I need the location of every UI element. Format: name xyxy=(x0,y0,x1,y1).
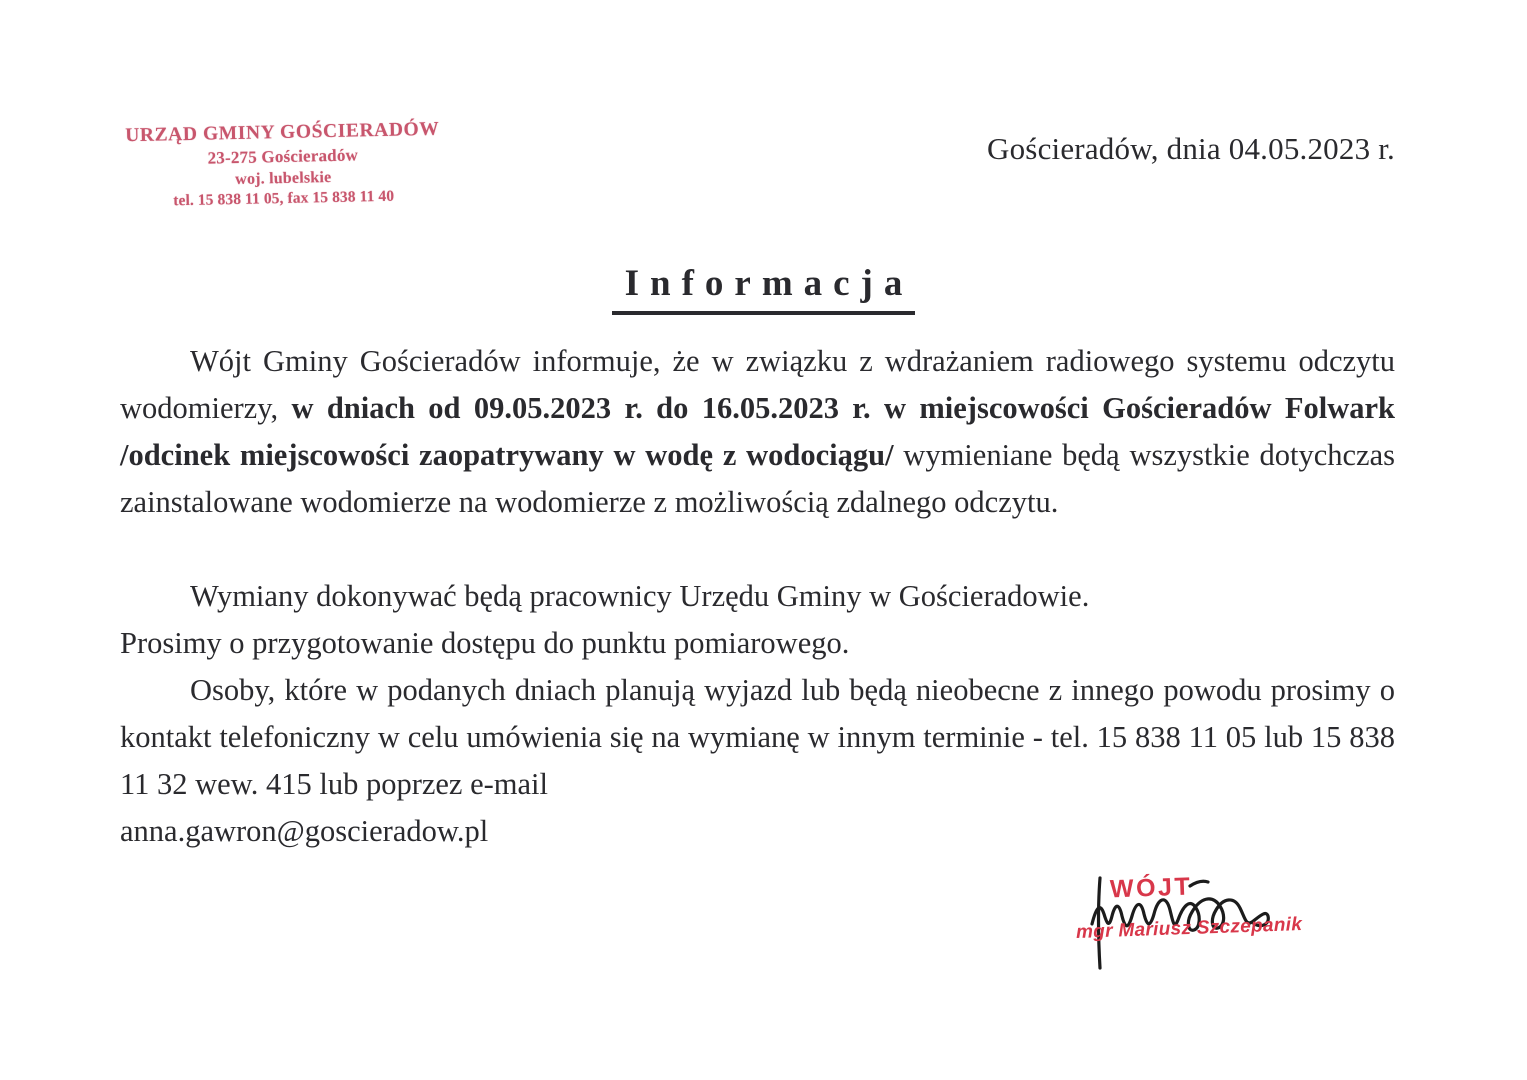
page-title xyxy=(0,262,1527,315)
office-stamp xyxy=(117,117,449,214)
dateline: Gościeradów, dnia 04.05.2023 r. xyxy=(987,131,1395,166)
paragraph-contact-text: Osoby, które w podanych dniach planują wyjazd lub będą nieobecne z innego powodu prosimy o kontakt telefoniczny w celu umówienia się na wymianę w innym terminie - tel. 15 838 11 05 lub 15 838 11 32 wew. 415 lub poprzez e-mail xyxy=(120,673,1395,801)
paragraph-announcement-text xyxy=(120,338,1395,526)
paragraph-execution-line-2: Prosimy o przygotowanie dostępu do punktu pomiarowego. xyxy=(120,626,850,660)
signature-name: mgr Mariusz Szczepanik xyxy=(1075,914,1303,943)
office-stamp-line-address: 23-275 Gościeradów xyxy=(207,145,359,168)
page-title-text: Informacja xyxy=(612,262,916,315)
announcement-segment-outro: wymieniane będą wszystkie dotychczas zainstalowane wodomierze na wodomierze z możliwością zdalnego odczytu. xyxy=(120,438,1395,519)
paragraph-execution xyxy=(120,573,1395,667)
paragraph-announcement xyxy=(120,338,1395,526)
paragraph-execution-line-1: Wymiany dokonywać będą pracownicy Urzędu Gminy w Gościeradowie. xyxy=(190,579,1090,613)
announcement-segment-dates-location: w dniach od 09.05.2023 r. do 16.05.2023 r. w miejscowości Gościeradów Folwark /odcinek miejscowości zaopatrywany w wodę z wodociągu/ xyxy=(120,391,1395,472)
paragraph-contact xyxy=(120,667,1395,855)
office-stamp-line-voivodeship: woj. lubelskie xyxy=(235,169,332,189)
contact-email: anna.gawron@goscieradow.pl xyxy=(120,814,489,848)
announcement-segment-intro: Wójt Gminy Gościeradów informuje, że w związku z wdrażaniem radiowego systemu odczytu wodomierzy, xyxy=(120,344,1395,425)
signature-role: WÓJT xyxy=(1109,872,1193,904)
office-stamp-line-contact: tel. 15 838 11 05, fax 15 838 11 40 xyxy=(173,187,395,210)
signature-block xyxy=(1068,868,1303,968)
office-stamp-line-name: URZĄD GMINY GOŚCIERADÓW xyxy=(124,118,440,147)
